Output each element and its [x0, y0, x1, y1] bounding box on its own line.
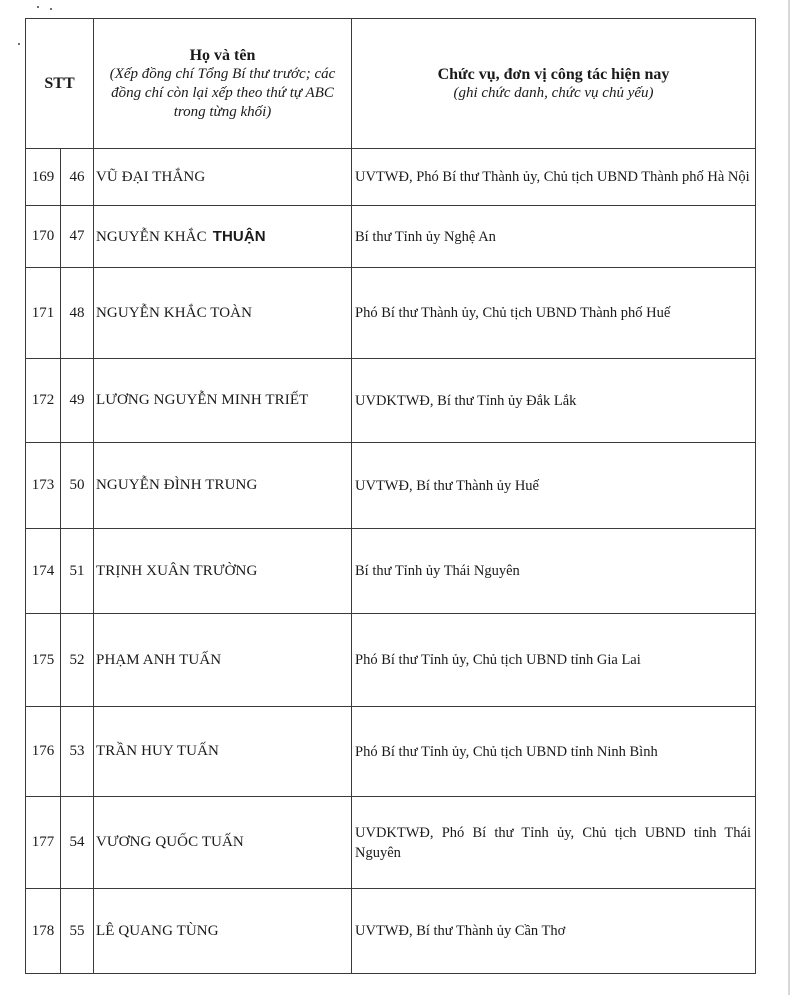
row-number: 170 — [26, 206, 61, 268]
person-name — [94, 529, 352, 614]
row-number: 176 — [26, 707, 61, 797]
row-sub-number: 52 — [61, 614, 94, 707]
row-sub-number: 54 — [61, 797, 94, 889]
scan-speck — [50, 8, 52, 10]
person-name-text: VƯƠNG QUỐC TUẤN — [96, 834, 244, 850]
header-position-title: Chức vụ, đơn vị công tác hiện nay — [437, 65, 670, 83]
person-name-text: TRẦN HUY TUẤN — [96, 743, 219, 759]
scan-speck — [18, 43, 20, 45]
person-name — [94, 889, 352, 974]
person-position: Phó Bí thư Thành ủy, Chủ tịch UBND Thành phố Huế — [352, 268, 756, 359]
header-name — [94, 19, 352, 149]
person-name — [94, 268, 352, 359]
row-sub-number: 46 — [61, 149, 94, 206]
row-number: 174 — [26, 529, 61, 614]
person-name-text: PHẠM ANH TUẤN — [96, 651, 222, 668]
person-name — [94, 707, 352, 797]
table-header-row — [26, 19, 756, 149]
row-number: 175 — [26, 614, 61, 707]
person-position: Phó Bí thư Tỉnh ủy, Chủ tịch UBND tỉnh Ninh Bình — [352, 707, 756, 797]
person-position: UVDKTWĐ, Bí thư Tỉnh ủy Đắk Lắk — [352, 359, 756, 443]
scan-page-edge — [788, 0, 790, 995]
table-row — [26, 268, 756, 359]
person-name — [94, 149, 352, 206]
table-row — [26, 529, 756, 614]
row-number: 169 — [26, 149, 61, 206]
person-name-text: NGUYỄN KHẮC TOÀN — [96, 304, 253, 321]
person-name-edited-part: THUẬN — [212, 227, 266, 245]
scan-speck — [37, 6, 39, 8]
row-number: 178 — [26, 889, 61, 974]
person-name — [94, 206, 352, 268]
table-row — [26, 707, 756, 797]
row-sub-number: 51 — [61, 529, 94, 614]
header-name-note: (Xếp đồng chí Tổng Bí thư trước; các đồng chí còn lại xếp theo thứ tự ABC trong từng khối) — [109, 65, 336, 120]
row-number: 177 — [26, 797, 61, 889]
row-sub-number: 55 — [61, 889, 94, 974]
person-name — [94, 614, 352, 707]
row-sub-number: 50 — [61, 443, 94, 529]
person-position: UVDKTWĐ, Phó Bí thư Tỉnh ủy, Chủ tịch UBND tỉnh Thái Nguyên — [352, 797, 756, 889]
table-row — [26, 614, 756, 707]
row-number: 171 — [26, 268, 61, 359]
personnel-table — [25, 18, 756, 974]
row-sub-number: 47 — [61, 206, 94, 268]
header-position-note: (ghi chức danh, chức vụ chủ yếu) — [453, 84, 654, 101]
table-row — [26, 206, 756, 268]
person-name-text: VŨ ĐẠI THẮNG — [96, 168, 206, 185]
person-name-text: LÊ QUANG TÙNG — [96, 922, 219, 939]
person-name — [94, 797, 352, 889]
person-position: UVTWĐ, Bí thư Thành ủy Huế — [352, 443, 756, 529]
row-number: 173 — [26, 443, 61, 529]
person-name — [94, 359, 352, 443]
row-sub-number: 53 — [61, 707, 94, 797]
table-row — [26, 889, 756, 974]
header-position — [352, 19, 756, 149]
row-sub-number: 49 — [61, 359, 94, 443]
person-name-text: TRỊNH XUÂN TRƯỜNG — [96, 562, 258, 579]
row-number: 172 — [26, 359, 61, 443]
table-row — [26, 797, 756, 889]
header-stt: STT — [26, 19, 94, 149]
person-position: Phó Bí thư Tỉnh ủy, Chủ tịch UBND tỉnh Gia Lai — [352, 614, 756, 707]
person-position: Bí thư Tỉnh ủy Thái Nguyên — [352, 529, 756, 614]
header-name-title: Họ và tên — [189, 46, 256, 64]
person-name-text: NGUYỄN KHẮC — [96, 228, 207, 245]
table-row — [26, 443, 756, 529]
person-position: Bí thư Tỉnh ủy Nghệ An — [352, 206, 756, 268]
row-sub-number: 48 — [61, 268, 94, 359]
person-name-text: NGUYỄN ĐÌNH TRUNG — [96, 477, 258, 493]
person-name-text: LƯƠNG NGUYỄN MINH TRIẾT — [96, 392, 309, 408]
person-position: UVTWĐ, Bí thư Thành ủy Cần Thơ — [352, 889, 756, 974]
person-name — [94, 443, 352, 529]
person-position: UVTWĐ, Phó Bí thư Thành ủy, Chủ tịch UBND Thành phố Hà Nội — [352, 149, 756, 206]
table-row — [26, 359, 756, 443]
table-row — [26, 149, 756, 206]
